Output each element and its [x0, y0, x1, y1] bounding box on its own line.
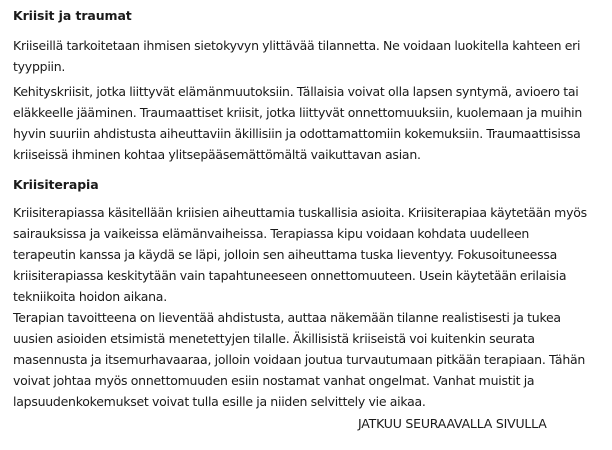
section-heading-kriisit-ja-traumat: Kriisit ja traumat [13, 8, 132, 23]
paragraph: Terapian tavoitteena on lieventää ahdistusta, auttaa näkemään tilanne realistisesti ja tukea uusien asioiden etsimistä menetettyjen tilalle. Äkillisistä kriiseistä voi kuitenkin seurata masennusta ja itsemurhavaaraa, jolloin voidaan joutua turvautumaan pitkään terapiaan. Tähän voivat johtaa myös onnettomuuden esiin nostamat vanhat ongelmat. Vanhat muistit ja lapsuudenkokemukset voivat tulla esille ja niiden selvittely vie aikaa. [13, 310, 586, 409]
continue-note: JATKUU SEURAAVALLA SIVULLA [358, 416, 547, 431]
section-heading-kriisiterapia: Kriisiterapia [13, 177, 99, 192]
paragraph: Kriisiterapiassa käsitellään kriisien aiheuttamia tuskallisia asioita. Kriisiterapiaa käytetään myös sairauksissa ja vaikeissa elämänvaiheissa. Terapiassa kipu voidaan kohdata uudelleen terapeutin kanssa ja käydä se läpi, jolloin sen aiheuttama tuska lieventyy. Fokusoituneessa kriisiterapiassa keskitytään vain tapahtuneeseen onnettomuuteen. Usein käytetään erilaisia tekniikoita hoidon aikana. [13, 205, 587, 304]
paragraph: Kehityskriisit, jotka liittyvät elämänmuutoksiin. Tällaisia voivat olla lapsen syntymä, avioero tai eläkkeelle jääminen. Traumaattiset kriisit, jotka liittyvät onnettomuuksiin, kuolemaan ja muihin hyvin suuriin ahdistusta aiheuttaviin äkillisiin ja odottamattomiin kokemuksiin. Traumaattisissa kriiseissä ihminen kohtaa ylitsepääsemättömältä vaikuttavan asian. [13, 84, 583, 162]
paragraph: Kriiseillä tarkoitetaan ihmisen sietokyvyn ylittävää tilannetta. Ne voidaan luokitella kahteen eri tyyppiin. [13, 38, 581, 74]
